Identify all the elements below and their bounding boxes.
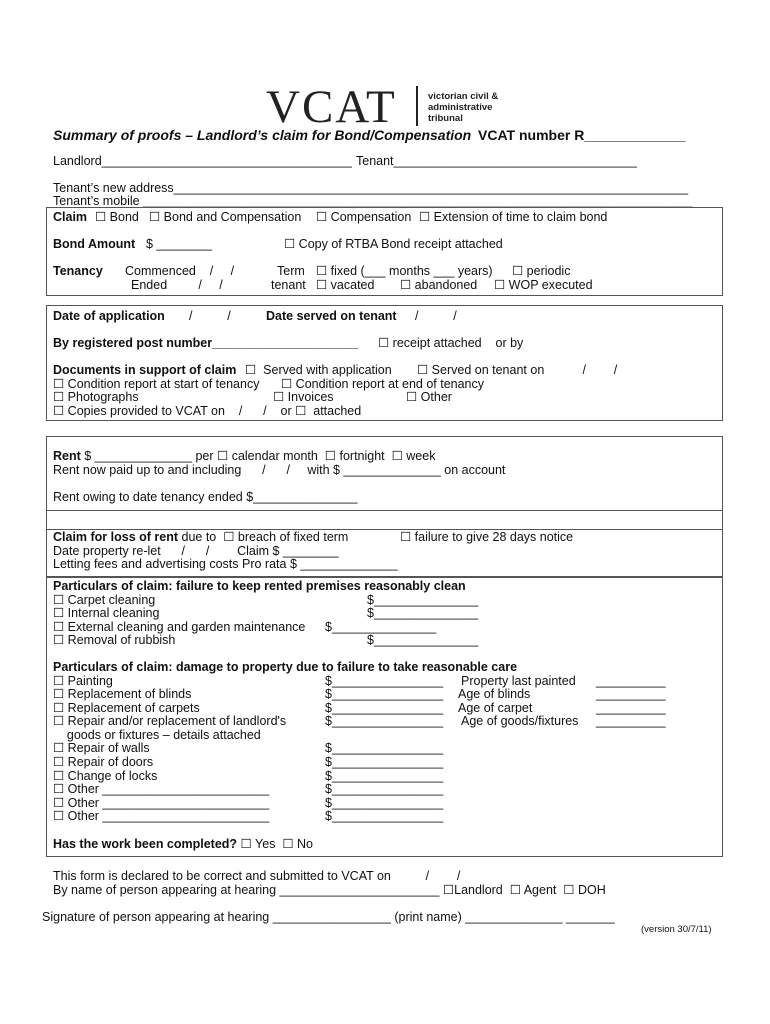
property-last-painted-field[interactable]: __________ — [596, 674, 666, 688]
work-completed-yes-checkbox[interactable]: ☐ Yes — [237, 837, 276, 851]
rtba-receipt-checkbox[interactable]: ☐ Copy of RTBA Bond receipt attached — [284, 237, 503, 251]
tenant-new-address-field[interactable]: Tenant’s new address__________________________________________________________________________ — [53, 181, 689, 195]
repair-goods-details: goods or fixtures – details attached — [53, 728, 261, 742]
internal-cleaning-amount[interactable]: $_______________ — [367, 606, 479, 620]
vcat-number-field[interactable]: VCAT number R_____________ — [478, 127, 686, 143]
bond-amount-label: Bond Amount — [53, 237, 136, 251]
replacement-blinds-checkbox[interactable]: ☐ Replacement of blinds — [53, 687, 192, 701]
removal-rubbish-checkbox[interactable]: ☐ Removal of rubbish — [53, 633, 176, 647]
other-3-amount[interactable]: $________________ — [325, 809, 444, 823]
copies-provided-checkbox[interactable]: ☐ Copies provided to VCAT on / / or ☐ attached — [53, 404, 362, 418]
photographs-checkbox[interactable]: ☐ Photographs — [53, 390, 139, 404]
tenant-field[interactable]: Tenant___________________________________ — [356, 154, 637, 168]
change-locks-checkbox[interactable]: ☐ Change of locks — [53, 769, 158, 783]
commenced-date-field[interactable]: Commenced / / — [125, 264, 235, 278]
bond-amount-field[interactable]: $ ________ — [146, 237, 213, 251]
served-on-tenant-checkbox[interactable]: ☐ Served on tenant on / / — [417, 363, 618, 377]
failure-28-days-checkbox[interactable]: ☐ failure to give 28 days notice — [400, 530, 574, 544]
signature-field[interactable]: Signature of person appearing at hearing _________________ (print name) ______________ _______ — [42, 910, 615, 924]
logo-sub-3: tribunal — [428, 113, 463, 124]
tenant-mobile-field[interactable]: Tenant’s mobile _______________________________________________________________________________ — [53, 194, 693, 208]
other-3-checkbox[interactable]: ☐ Other ________________________ — [53, 809, 270, 823]
carpets-amount[interactable]: $________________ — [325, 701, 444, 715]
registered-post-field[interactable]: By registered post number_____________________ — [53, 336, 359, 350]
claim-label: Claim — [53, 210, 88, 224]
abandoned-checkbox[interactable]: ☐ abandoned — [400, 278, 478, 292]
work-completed-label: Has the work been completed? — [53, 837, 238, 851]
claim-bond-compensation-checkbox[interactable]: ☐ Bond and Compensation — [149, 210, 302, 224]
vacated-checkbox[interactable]: ☐ vacated — [316, 278, 375, 292]
age-of-goods-field[interactable]: __________ — [596, 714, 666, 728]
relet-date-field[interactable]: Date property re-let / / Claim $ ________ — [53, 544, 339, 558]
claim-bond-checkbox[interactable]: ☐ Bond — [95, 210, 139, 224]
receipt-attached-checkbox[interactable]: ☐ receipt attached or by — [378, 336, 524, 350]
periodic-checkbox[interactable]: ☐ periodic — [512, 264, 571, 278]
date-served-field[interactable]: / / — [415, 309, 457, 323]
walls-amount[interactable]: $________________ — [325, 741, 444, 755]
damage-heading: Particulars of claim: damage to property due to failure to take reasonable care — [53, 660, 518, 674]
rent-owing-field[interactable]: Rent owing to date tenancy ended $_______________ — [53, 490, 358, 504]
invoices-checkbox[interactable]: ☐ Invoices — [273, 390, 334, 404]
rent-line[interactable] — [53, 449, 435, 463]
rent-divider-1 — [46, 510, 723, 511]
external-cleaning-checkbox[interactable]: ☐ External cleaning and garden maintenance — [53, 620, 306, 634]
loss-of-rent-label: Claim for loss of rent — [53, 530, 179, 544]
rent-paid-up-field[interactable]: Rent now paid up to and including / / with $ ______________ on account — [53, 463, 506, 477]
other-1-checkbox[interactable]: ☐ Other ________________________ — [53, 782, 270, 796]
logo-divider — [416, 86, 418, 126]
internal-cleaning-checkbox[interactable]: ☐ Internal cleaning — [53, 606, 160, 620]
claim-compensation-checkbox[interactable]: ☐ Compensation — [316, 210, 412, 224]
doors-amount[interactable]: $________________ — [325, 755, 444, 769]
logo-wordmark: VCAT — [266, 81, 397, 133]
other-2-checkbox[interactable]: ☐ Other ________________________ — [53, 796, 270, 810]
documents-label: Documents in support of claim — [53, 363, 237, 377]
age-of-blinds-label: Age of blinds — [458, 687, 531, 701]
letting-fees-field[interactable]: Letting fees and advertising costs Pro rata $ ______________ — [53, 557, 398, 571]
locks-amount[interactable]: $________________ — [325, 769, 444, 783]
work-completed-no-checkbox[interactable]: ☐ No — [275, 837, 314, 851]
property-last-painted-label: Property last painted — [461, 674, 576, 688]
other-1-amount[interactable]: $________________ — [325, 782, 444, 796]
painting-checkbox[interactable]: ☐ Painting — [53, 674, 113, 688]
version-note: (version 30/7/11) — [641, 924, 712, 935]
age-of-blinds-field[interactable]: __________ — [596, 687, 666, 701]
external-cleaning-amount[interactable]: $_______________ — [325, 620, 437, 634]
date-of-application-label: Date of application — [53, 309, 165, 323]
blinds-amount[interactable]: $________________ — [325, 687, 444, 701]
wop-executed-checkbox[interactable]: ☐ WOP executed — [494, 278, 593, 292]
work-completed-line — [53, 837, 313, 851]
removal-rubbish-amount[interactable]: $_______________ — [367, 633, 479, 647]
repair-goods-checkbox[interactable]: ☐ Repair and/or replacement of landlord's — [53, 714, 287, 728]
replacement-carpets-checkbox[interactable]: ☐ Replacement of carpets — [53, 701, 200, 715]
landlord-field[interactable]: Landlord____________________________________ — [53, 154, 352, 168]
served-with-application-checkbox[interactable]: ☐ Served with application — [245, 363, 392, 377]
age-of-carpet-field[interactable]: __________ — [596, 701, 666, 715]
term-label: Term — [277, 264, 305, 278]
loss-of-rent-line[interactable] — [53, 530, 348, 544]
other-2-amount[interactable]: $________________ — [325, 796, 444, 810]
carpet-cleaning-amount[interactable]: $_______________ — [367, 593, 479, 607]
repair-doors-checkbox[interactable]: ☐ Repair of doors — [53, 755, 154, 769]
carpet-cleaning-checkbox[interactable]: ☐ Carpet cleaning — [53, 593, 156, 607]
person-appearing-field[interactable]: By name of person appearing at hearing _______________________ ☐Landlord ☐ Agent ☐ DOH — [53, 883, 606, 897]
claim-extension-checkbox[interactable]: ☐ Extension of time to claim bond — [419, 210, 608, 224]
age-of-goods-label: Age of goods/fixtures — [461, 714, 579, 728]
tenant-status-label: tenant — [271, 278, 306, 292]
rent-frequency-fields[interactable]: $ ______________ per ☐ calendar month ☐ fortnight ☐ week — [80, 449, 436, 463]
page-title: Summary of proofs – Landlord’s claim for Bond/Compensation — [53, 127, 472, 143]
condition-start-checkbox[interactable]: ☐ Condition report at start of tenancy — [53, 377, 260, 391]
fixed-term-checkbox[interactable]: ☐ fixed (___ months ___ years) — [316, 264, 493, 278]
painting-amount[interactable]: $________________ — [325, 674, 444, 688]
age-of-carpet-label: Age of carpet — [458, 701, 533, 715]
tenancy-label: Tenancy — [53, 264, 103, 278]
declaration-date-field[interactable]: This form is declared to be correct and submitted to VCAT on / / — [53, 869, 461, 883]
date-of-application-field[interactable]: / / — [189, 309, 231, 323]
other-docs-checkbox[interactable]: ☐ Other — [406, 390, 452, 404]
rent-label: Rent — [53, 449, 81, 463]
condition-end-checkbox[interactable]: ☐ Condition report at end of tenancy — [281, 377, 484, 391]
clean-heading: Particulars of claim: failure to keep rented premises reasonably clean — [53, 579, 466, 593]
breach-fixed-term-checkbox[interactable]: due to ☐ breach of fixed term — [178, 530, 349, 544]
repair-walls-checkbox[interactable]: ☐ Repair of walls — [53, 741, 150, 755]
goods-amount[interactable]: $________________ — [325, 714, 444, 728]
logo-sub-2: administrative — [428, 102, 493, 113]
ended-date-field[interactable]: Ended / / — [131, 278, 223, 292]
date-served-label: Date served on tenant — [266, 309, 397, 323]
logo-sub-1: victorian civil & — [428, 91, 499, 102]
